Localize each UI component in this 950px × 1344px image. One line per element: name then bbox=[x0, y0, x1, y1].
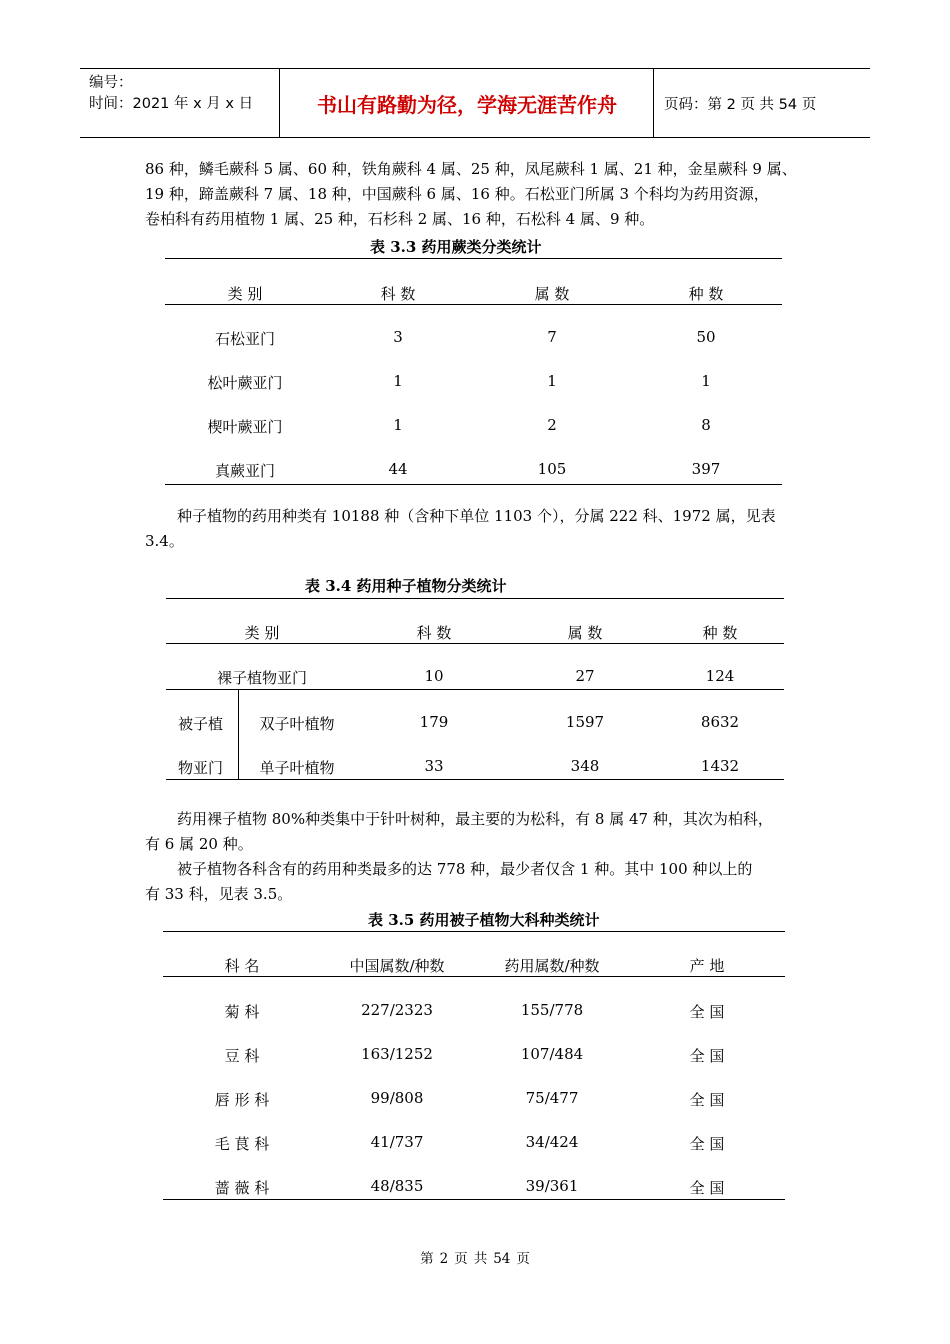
table-cell: 8632 bbox=[700, 713, 740, 731]
table35-header-rule bbox=[163, 976, 785, 977]
table-cell: 石松亚门 bbox=[214, 330, 276, 348]
table-cell: 179 bbox=[419, 713, 449, 731]
table-cell: 全 国 bbox=[689, 1091, 725, 1109]
table-cell: 全 国 bbox=[689, 1047, 725, 1065]
table-cell: 裸子植物亚门 bbox=[216, 669, 308, 687]
footer-page-number: 2 bbox=[439, 1251, 449, 1267]
intro-paragraph bbox=[145, 157, 815, 232]
table-cell: 8 bbox=[701, 416, 711, 434]
table-cell: 1 bbox=[701, 372, 711, 390]
table33-header-species: 种 数 bbox=[688, 285, 724, 303]
gymnosperm-line-2: 有 6 属 20 种。 bbox=[145, 835, 253, 853]
table35-header-china: 中国属数/种数 bbox=[349, 957, 445, 975]
table34-header-category: 类 别 bbox=[244, 624, 280, 642]
table-cell: 全 国 bbox=[689, 1003, 725, 1021]
table-cell: 34/424 bbox=[525, 1133, 579, 1151]
table-cell: 1432 bbox=[700, 757, 740, 775]
page-header bbox=[80, 68, 870, 138]
table-cell: 155/778 bbox=[520, 1001, 584, 1019]
table33-header-category: 类 别 bbox=[227, 285, 263, 303]
table-cell: 41/737 bbox=[370, 1133, 424, 1151]
table-cell: 1597 bbox=[565, 713, 605, 731]
table33-bottom-rule bbox=[165, 484, 782, 485]
table34-mid-rule bbox=[166, 689, 784, 690]
table34-header-rule bbox=[166, 643, 784, 644]
table35-header-origin: 产 地 bbox=[689, 957, 725, 975]
intro-line-3: 卷柏科有药用植物 1 属、25 种，石杉科 2 属、16 种，石松科 4 属、9 种。 bbox=[145, 210, 655, 228]
seed-plants-line-1: 种子植物的药用种类有 10188 种（含种下单位 1103 个），分属 222 科、1972 属，见表 bbox=[177, 507, 776, 525]
seed-plants-paragraph bbox=[145, 504, 815, 554]
table-cell: 348 bbox=[570, 757, 600, 775]
table-cell: 豆 科 bbox=[224, 1047, 260, 1065]
code-label: 编号： bbox=[89, 75, 133, 91]
table-cell: 蔷 薇 科 bbox=[214, 1179, 270, 1197]
table-cell: 50 bbox=[696, 328, 716, 346]
table34-header-genera: 属 数 bbox=[567, 624, 603, 642]
time-label: 时间：2021 年 x 月 x 日 bbox=[89, 96, 254, 112]
table-cell: 33 bbox=[424, 757, 444, 775]
table33-caption: 表 3.3 药用蕨类分类统计 bbox=[370, 238, 542, 256]
table-cell: 松叶蕨亚门 bbox=[207, 374, 283, 392]
table-cell: 楔叶蕨亚门 bbox=[207, 418, 283, 436]
header-motto: 书山有路勤为径，学海无涯苦作舟 bbox=[281, 69, 654, 137]
table-cell: 44 bbox=[388, 460, 408, 478]
table33-top-rule bbox=[165, 258, 782, 259]
table35-top-rule bbox=[163, 931, 785, 932]
table-cell: 39/361 bbox=[525, 1177, 579, 1195]
footer-total: 54 bbox=[493, 1251, 511, 1267]
footer-total-label: 共 bbox=[473, 1251, 488, 1267]
page-footer bbox=[0, 1247, 950, 1267]
table-cell: 3 bbox=[393, 328, 403, 346]
intro-line-2: 19 种，蹄盖蕨科 7 属、18 种，中国蕨科 6 属、16 种。石松亚门所属 3 个科均为药用资源， bbox=[145, 185, 769, 203]
footer-mid: 页 bbox=[454, 1251, 468, 1267]
table-cell: 99/808 bbox=[370, 1089, 424, 1107]
table35-caption: 表 3.5 药用被子植物大科种类统计 bbox=[368, 911, 600, 929]
table33-header-rule bbox=[165, 304, 782, 305]
table-cell: 48/835 bbox=[370, 1177, 424, 1195]
seed-plants-line-2: 3.4。 bbox=[145, 532, 184, 550]
table-cell: 75/477 bbox=[525, 1089, 579, 1107]
table-cell: 毛 茛 科 bbox=[214, 1135, 270, 1153]
table33-header-families: 科 数 bbox=[380, 285, 416, 303]
table-cell: 163/1252 bbox=[361, 1045, 433, 1063]
angiosperm-line-1: 被子植物各科含有的药用种类最多的达 778 种，最少者仅含 1 种。其中 100 种以上的 bbox=[177, 860, 753, 878]
table-cell: 105 bbox=[537, 460, 567, 478]
table-cell: 菊 科 bbox=[224, 1003, 260, 1021]
intro-line-1: 86 种，鳞毛蕨科 5 属、60 种，铁角蕨科 4 属、25 种，凤尾蕨科 1 属、21 种，金星蕨科 9 属、 bbox=[145, 160, 797, 178]
table34-angio-label-2: 物亚门 bbox=[178, 759, 224, 777]
footer-prefix: 第 bbox=[420, 1251, 434, 1267]
table-cell: 1 bbox=[393, 416, 403, 434]
table35-bottom-rule bbox=[163, 1199, 785, 1200]
table-cell: 2 bbox=[547, 416, 557, 434]
angiosperm-line-2: 有 33 科，见表 3.5。 bbox=[145, 885, 293, 903]
footer-suffix: 页 bbox=[516, 1251, 530, 1267]
table-cell: 124 bbox=[705, 667, 735, 685]
table-cell: 27 bbox=[575, 667, 595, 685]
table34-caption: 表 3.4 药用种子植物分类统计 bbox=[305, 577, 507, 595]
header-left bbox=[80, 69, 280, 137]
table-cell: 双子叶植物 bbox=[259, 715, 335, 733]
table34-header-species: 种 数 bbox=[702, 624, 738, 642]
table33-header-genera: 属 数 bbox=[534, 285, 570, 303]
table34-bottom-rule bbox=[166, 779, 784, 780]
table-cell: 全 国 bbox=[689, 1135, 725, 1153]
table35-header-medicinal: 药用属数/种数 bbox=[504, 957, 600, 975]
gymnosperm-paragraph bbox=[145, 807, 825, 857]
table-cell: 真蕨亚门 bbox=[214, 462, 276, 480]
table35-header-family: 科 名 bbox=[224, 957, 260, 975]
angiosperm-paragraph bbox=[145, 857, 815, 907]
table34-angio-label-1: 被子植 bbox=[178, 715, 224, 733]
table-cell: 7 bbox=[547, 328, 557, 346]
table-cell: 全 国 bbox=[689, 1179, 725, 1197]
table-cell: 227/2323 bbox=[361, 1001, 433, 1019]
table34-top-rule bbox=[166, 598, 784, 599]
table-cell: 唇 形 科 bbox=[214, 1091, 270, 1109]
gymnosperm-line-1: 药用裸子植物 80%种类集中于针叶树种，最主要的为松科，有 8 属 47 种，其次为柏科， bbox=[177, 810, 773, 828]
header-page-info: 页码：第 2 页 共 54 页 bbox=[664, 96, 817, 113]
table-cell: 107/484 bbox=[520, 1045, 584, 1063]
table-cell: 1 bbox=[393, 372, 403, 390]
table-cell: 单子叶植物 bbox=[259, 759, 335, 777]
table-cell: 10 bbox=[424, 667, 444, 685]
table34-vertical-rule bbox=[238, 689, 239, 779]
table-cell: 1 bbox=[547, 372, 557, 390]
table-cell: 397 bbox=[691, 460, 721, 478]
table34-header-families: 科 数 bbox=[416, 624, 452, 642]
